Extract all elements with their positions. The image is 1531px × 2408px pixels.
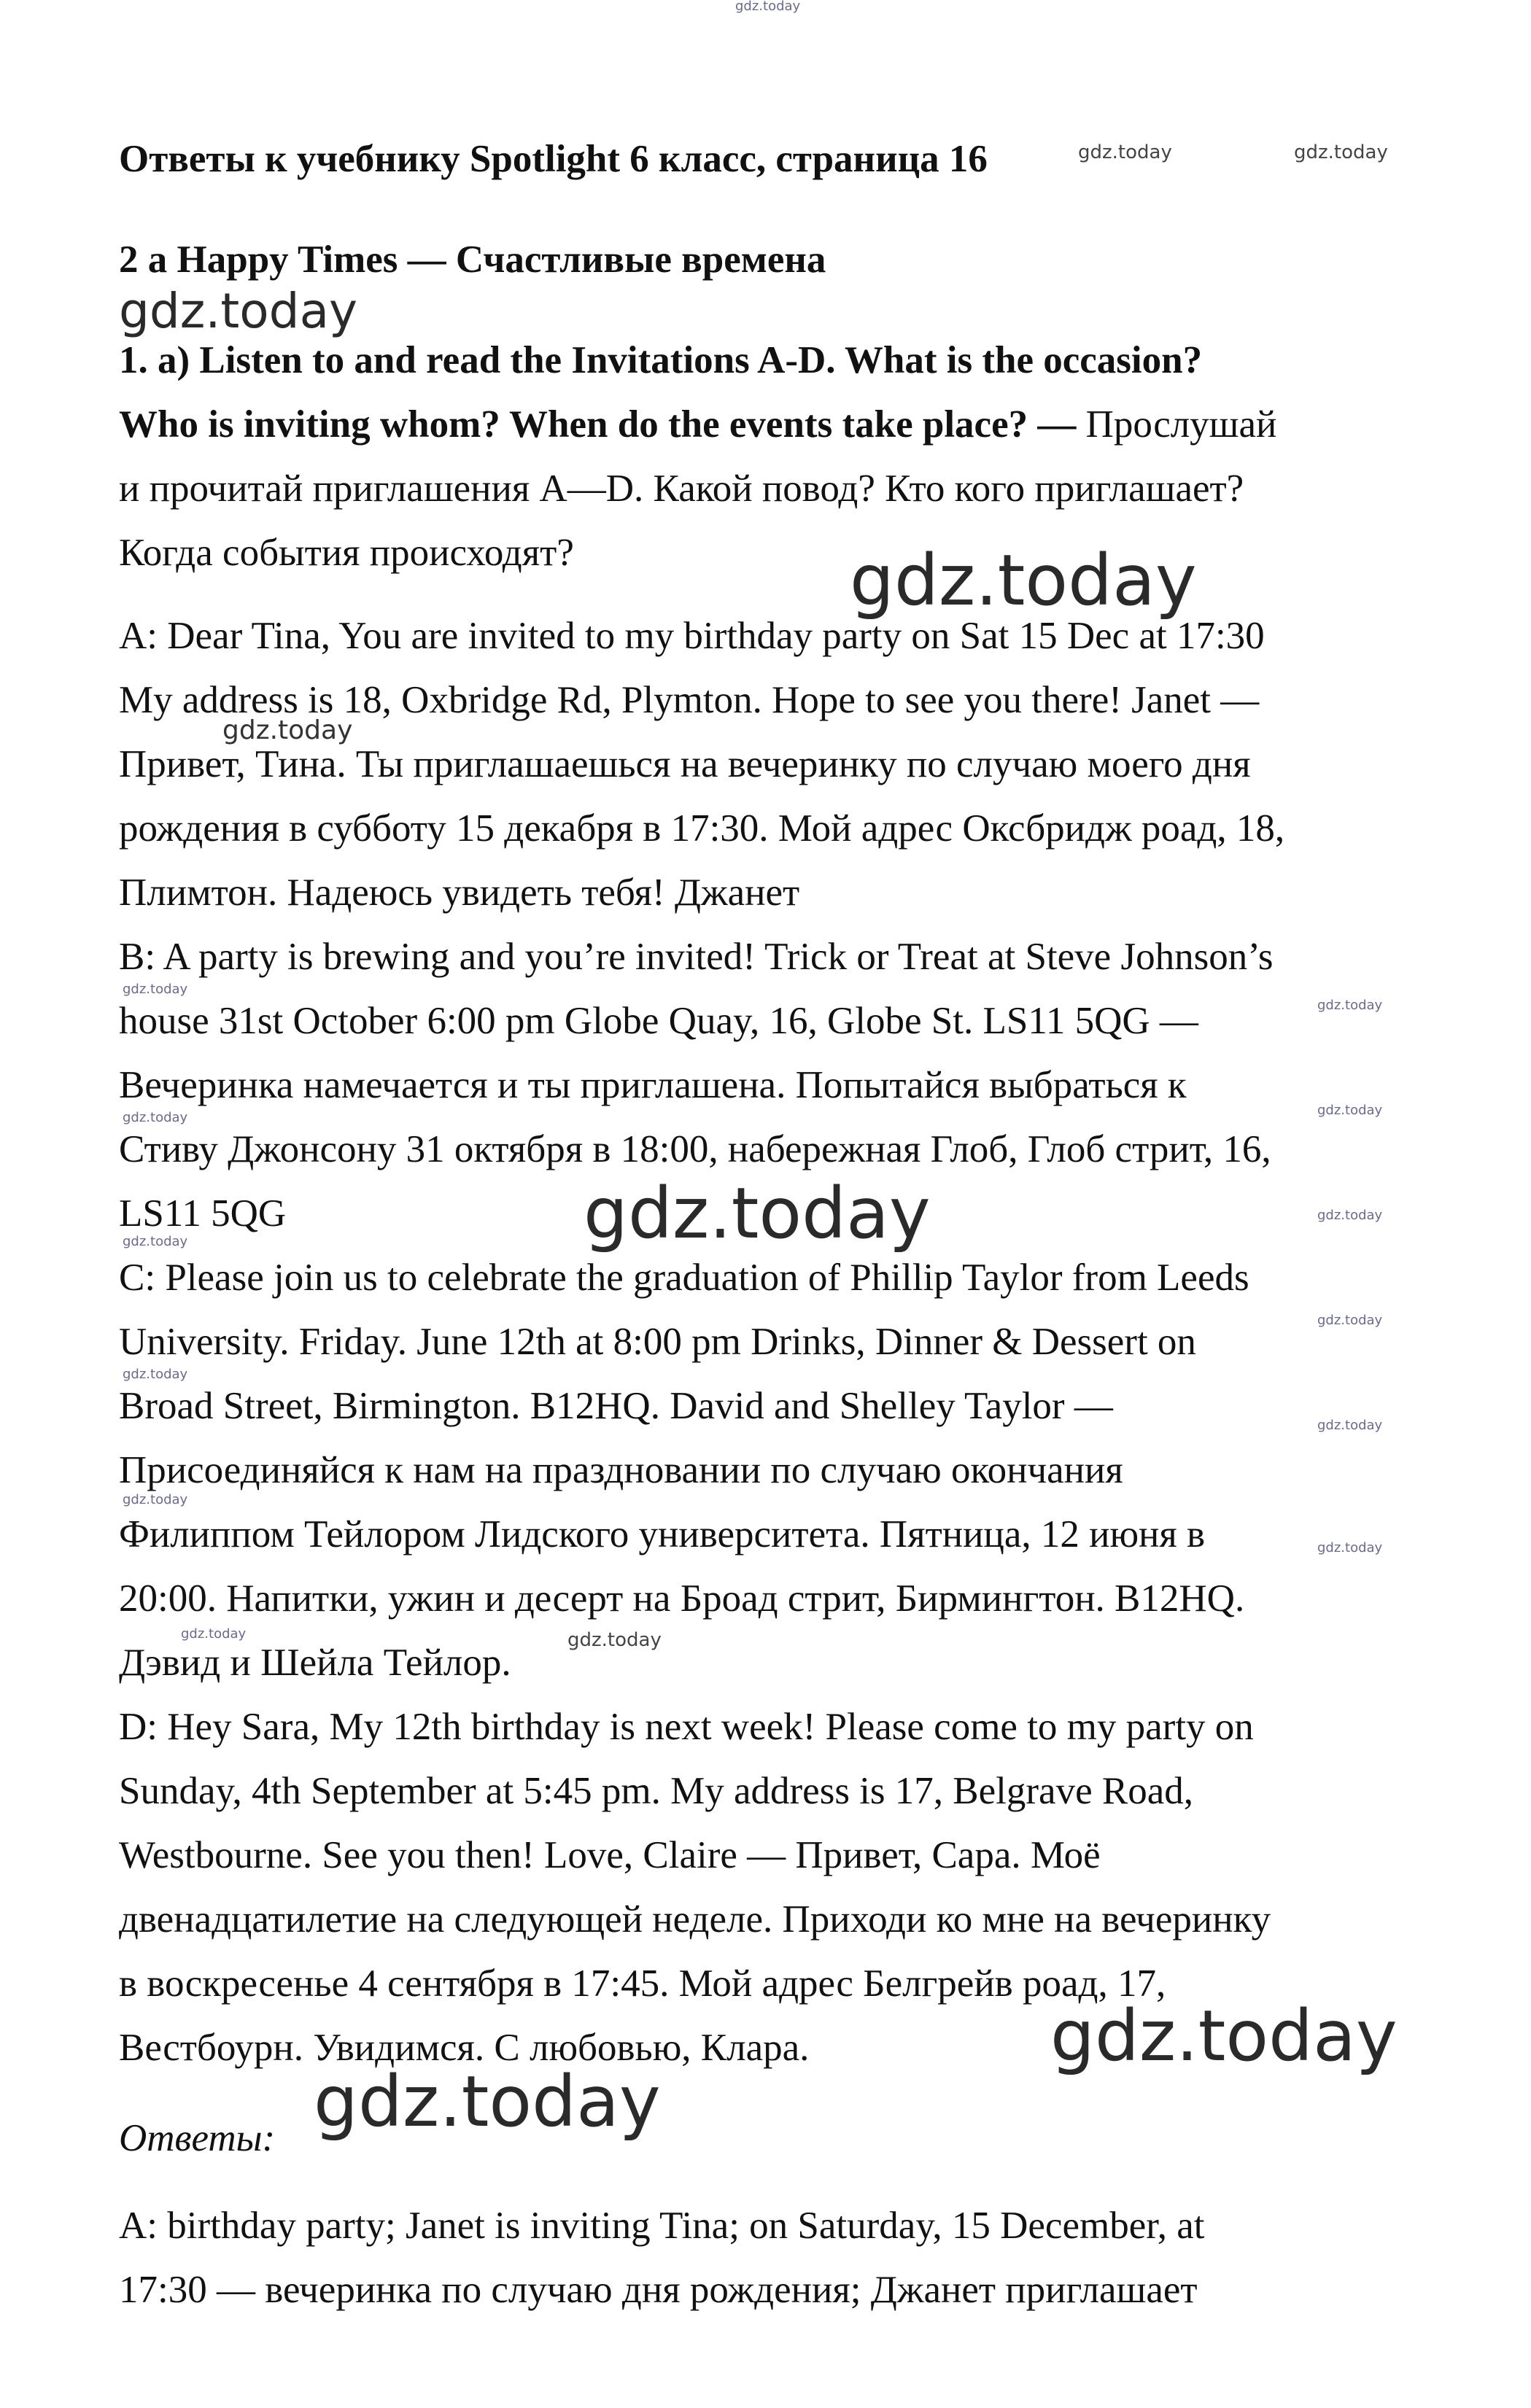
watermark: gdz.today: [123, 1492, 188, 1507]
text-line: Филиппом Тейлором Лидского университета. Пятница, 12 июня в: [119, 1513, 1206, 1556]
watermark: gdz.today: [123, 1110, 188, 1125]
task-line: 1. a) Listen to and read the Invitations A-D. What is the occasion?: [119, 339, 1203, 381]
watermark: gdz.today: [1317, 1313, 1383, 1328]
text-line: Присоединяйся к нам на праздновании по случаю окончания: [119, 1449, 1123, 1491]
text-line: рождения в субботу 15 декабря в 17:30. Мой адрес Оксбридж роад, 18,: [119, 807, 1285, 850]
task-line: и прочитай приглашения A—D. Какой повод? Кто кого приглашает?: [119, 467, 1244, 510]
task-translation: Прослушай: [1076, 403, 1277, 446]
text-line: Вестбоурн. Увидимся. С любовью, Клара.: [119, 2027, 810, 2069]
text-line: University. Friday. June 12th at 8:00 pm Drinks, Dinner & Dessert on: [119, 1321, 1196, 1363]
task-line: Когда события происходят?: [119, 532, 574, 574]
page-title: Ответы к учебнику Spotlight 6 класс, страница 16: [119, 138, 988, 180]
answers-label: Ответы:: [119, 2117, 276, 2159]
watermark: gdz.today: [735, 0, 801, 14]
section-title: 2 a Happy Times — Счастливые времена: [119, 238, 826, 281]
text-line: Плимтон. Надеюсь увидеть тебя! Джанет: [119, 871, 800, 914]
text-line: A: Dear Tina, You are invited to my birthday party on Sat 15 Dec at 17:30: [119, 615, 1265, 657]
text-line: Дэвид и Шейла Тейлор.: [119, 1642, 511, 1684]
watermark: gdz.today: [1317, 1208, 1383, 1223]
text-line: house 31st October 6:00 pm Globe Quay, 16, Globe St. LS11 5QG —: [119, 1000, 1198, 1042]
watermark: gdz.today: [1050, 1995, 1398, 2077]
watermark: gdz.today: [584, 1173, 931, 1254]
text-line: Westbourne. See you then! Love, Claire — Привет, Сара. Моё: [119, 1834, 1101, 1876]
text-line: Вечеринка намечается и ты приглашена. Попытайся выбраться к: [119, 1064, 1187, 1106]
watermark: gdz.today: [123, 1234, 188, 1249]
task-line: [119, 405, 1276, 444]
watermark: gdz.today: [850, 540, 1197, 621]
watermark: gdz.today: [314, 2061, 661, 2143]
answer-line: 17:30 — вечеринка по случаю дня рождения; Джанет приглашает: [119, 2269, 1198, 2311]
watermark: gdz.today: [1317, 1418, 1383, 1433]
text-line: Привет, Тина. Ты приглашаешься на вечеринку по случаю моего дня: [119, 743, 1251, 785]
answer-line: A: birthday party; Janet is inviting Tina; on Saturday, 15 December, at: [119, 2205, 1205, 2247]
task-question: Who is inviting whom? When do the events take place? —: [119, 403, 1077, 446]
watermark: gdz.today: [1317, 1103, 1383, 1118]
watermark: gdz.today: [222, 715, 353, 745]
text-line: Sunday, 4th September at 5:45 pm. My address is 17, Belgrave Road,: [119, 1770, 1193, 1812]
text-line: двенадцатилетие на следующей неделе. Приходи ко мне на вечеринку: [119, 1898, 1271, 1941]
watermark: gdz.today: [123, 1367, 188, 1382]
text-line: в воскресенье 4 сентября в 17:45. Мой адрес Белгрейв роад, 17,: [119, 1962, 1166, 2005]
watermark: gdz.today: [1078, 141, 1172, 163]
watermark: gdz.today: [1294, 141, 1388, 163]
text-line: 20:00. Напитки, ужин и десерт на Броад стрит, Бирмингтон. B12HQ.: [119, 1577, 1245, 1620]
watermark: gdz.today: [119, 283, 358, 339]
watermark: gdz.today: [123, 982, 188, 997]
watermark: gdz.today: [181, 1626, 247, 1642]
text-line: C: Please join us to celebrate the graduation of Phillip Taylor from Leeds: [119, 1257, 1249, 1299]
text-line: B: A party is brewing and you’re invited! Trick or Treat at Steve Johnson’s: [119, 936, 1274, 978]
watermark: gdz.today: [567, 1629, 662, 1651]
text-line: LS11 5QG: [119, 1192, 287, 1235]
text-line: My address is 18, Oxbridge Rd, Plymton. Hope to see you there! Janet —: [119, 679, 1260, 721]
text-line: D: Hey Sara, My 12th birthday is next week! Please come to my party on: [119, 1706, 1254, 1748]
watermark: gdz.today: [1317, 998, 1383, 1013]
watermark: gdz.today: [1317, 1540, 1383, 1556]
text-line: Broad Street, Birmington. B12HQ. David and Shelley Taylor —: [119, 1385, 1113, 1427]
text-line: Стиву Джонсону 31 октября в 18:00, набережная Глоб, Глоб стрит, 16,: [119, 1128, 1271, 1170]
